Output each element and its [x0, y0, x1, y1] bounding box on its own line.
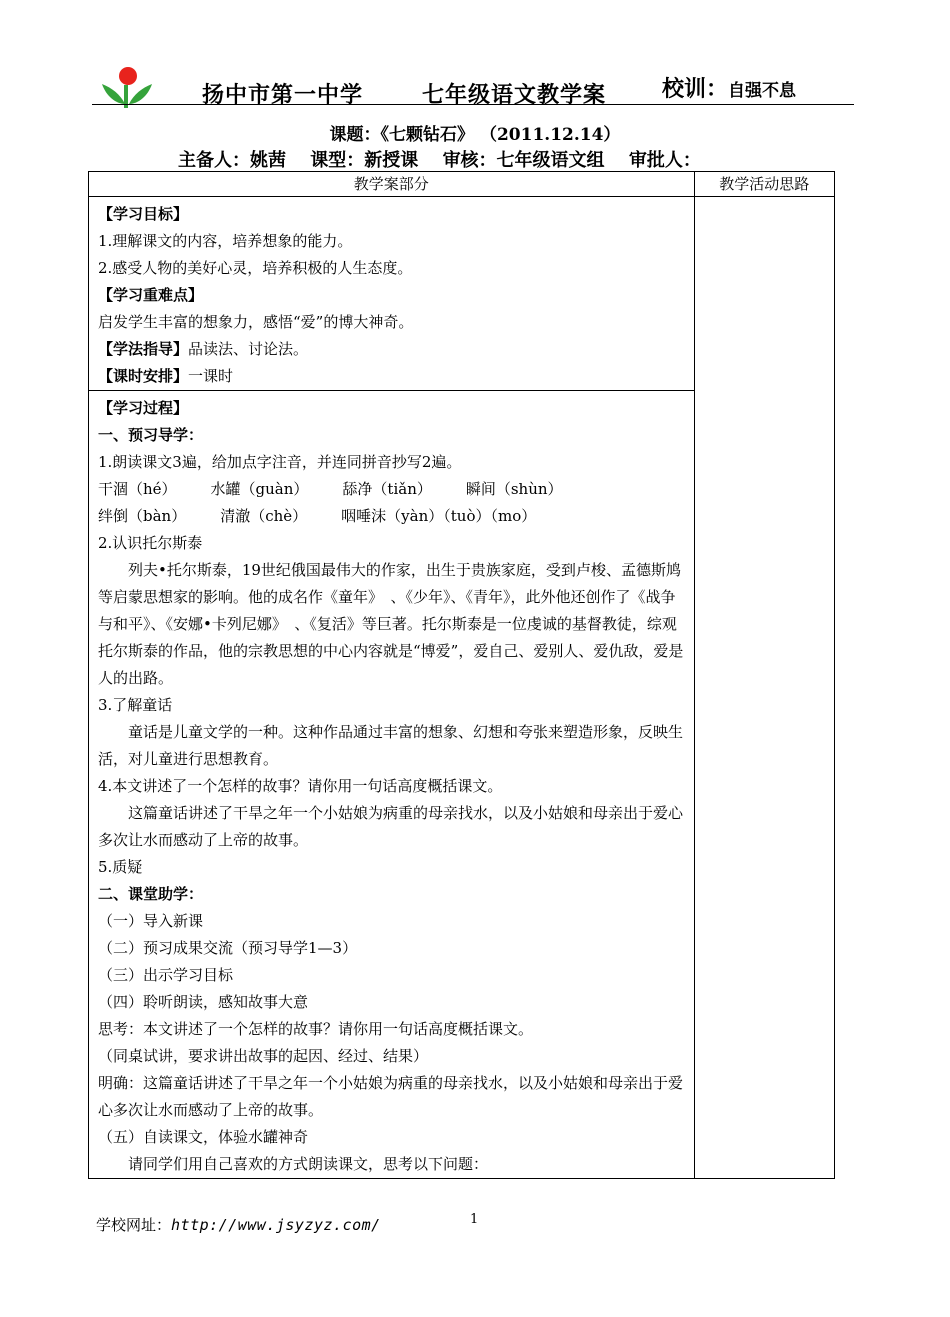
preview-item-2: 2.认识托尔斯泰: [98, 534, 203, 552]
objectives-heading: 【学习目标】: [98, 205, 189, 223]
key-points-heading: 【学习重难点】: [98, 286, 204, 304]
time-line: [98, 363, 686, 390]
key-points-text: 启发学生丰富的想象力，感悟“爱”的博大神奇。: [98, 313, 414, 331]
lesson-plan-table: [88, 171, 835, 1179]
school-motto: [662, 72, 796, 103]
lesson-meta: [178, 146, 719, 172]
vocab-row-2: [98, 503, 686, 530]
objective-2: 2.感受人物的美好心灵，培养积极的人生态度。: [98, 259, 413, 277]
vocab-word: 清澈（chè）: [220, 507, 308, 525]
preview-item-1: 1.朗读课文3遍，给加点字注音，并连同拼音抄写2遍。: [98, 453, 462, 471]
lesson-type: 课型：新授课: [310, 150, 419, 171]
step-1: （一）导入新课: [98, 912, 204, 930]
reviewer: 审核：七年级语文组: [442, 150, 605, 171]
preview-item-3: 3.了解童话: [98, 696, 173, 714]
vocab-word: 绊倒（bàn）: [98, 507, 187, 525]
motto-value: 自强不息: [728, 81, 797, 101]
method-label: 【学法指导】: [98, 340, 189, 358]
lesson-title: 课题：《七颗钻石》 （2011.12.14）: [329, 125, 621, 145]
document-type: 七年级语文教学案: [422, 82, 607, 108]
method-value: 品读法、讨论法。: [188, 340, 309, 358]
vocab-word: 瞬间（shùn）: [465, 480, 563, 498]
process-cell: [89, 391, 695, 1179]
classroom-heading: 二、课堂助学：: [98, 885, 204, 903]
header-divider: [92, 104, 854, 105]
step-3: （三）出示学习目标: [98, 966, 234, 984]
vocab-word: 水罐（guàn）: [210, 480, 309, 498]
method-line: [98, 336, 686, 363]
school-name: 扬中市第一中学: [202, 82, 364, 108]
fairytale-paragraph: 童话是儿童文学的一种。这种作品通过丰富的想象、幻想和夸张来塑造形象，反映生活，对儿童进行思想教育。: [98, 723, 684, 768]
left-column-header: 教学案部分: [89, 172, 695, 197]
approver: 审批人：: [628, 150, 701, 171]
pair-instruction: （同桌试讲，要求讲出故事的起因、经过、结果）: [98, 1047, 429, 1065]
page-footer: [96, 1214, 381, 1235]
vocab-row-1: [98, 476, 686, 503]
school-website-link[interactable]: http://www.jsyzyz.com/: [171, 1216, 381, 1234]
step-4: （四）聆听朗读，感知故事大意: [98, 993, 309, 1011]
answer-paragraph: 明确：这篇童话讲述了干旱之年一个小姑娘为病重的母亲找水，以及小姑娘和母亲出于爱心多次让水而感动了上帝的故事。: [98, 1074, 684, 1119]
objectives-cell: [89, 197, 695, 391]
page-number: 1: [470, 1212, 479, 1227]
page-header: [92, 60, 854, 110]
vocab-word: 干涸（hé）: [98, 480, 177, 498]
process-heading: 【学习过程】: [98, 399, 189, 417]
step-5-text: 请同学们用自己喜欢的方式朗读课文，思考以下问题：: [128, 1155, 489, 1173]
time-label: 【课时安排】: [98, 367, 189, 385]
summary-paragraph: 这篇童话讲述了干旱之年一个小姑娘为病重的母亲找水，以及小姑娘和母亲出于爱心多次让水而感动了上帝的故事。: [98, 804, 684, 849]
preview-item-5: 5.质疑: [98, 858, 143, 876]
step-5: （五）自读课文，体验水罐神奇: [98, 1128, 309, 1146]
think-question: 思考：本文讲述了一个怎样的故事？请你用一句话高度概括课文。: [98, 1020, 534, 1038]
time-value: 一课时: [188, 367, 234, 385]
step-2: （二）预习成果交流（预习导学1—3）: [98, 939, 358, 957]
activity-notes-cell: [694, 197, 834, 1179]
right-column-header: 教学活动思路: [694, 172, 834, 197]
preparer: 主备人：姚茜: [178, 150, 286, 171]
vocab-word: 咽唾沫（yàn）（tuò）（mo）: [341, 507, 537, 525]
preview-item-4: 4.本文讲述了一个怎样的故事？请你用一句话高度概括课文。: [98, 777, 503, 795]
objective-1: 1.理解课文的内容，培养想象的能力。: [98, 232, 353, 250]
vocab-word: 舔净（tiǎn）: [342, 480, 432, 498]
footer-label: 学校网址：: [96, 1216, 172, 1234]
tolstoy-paragraph: 列夫•托尔斯泰，19世纪俄国最伟大的作家，出生于贵族家庭，受到卢梭、孟德斯鸠等启蒙思想家的影响。他的成名作《童年》 、《少年》、《青年》，此外他还创作了《战争与和平》、《安娜•卡列尼娜》 、《复活》等巨著。托尔斯泰是一位虔诚的基督教徒，综观托尔斯泰的作品，他的宗教思想的中心内容就是“博爱”，爱自己、爱别人、爱仇敌，爱是人的出路。: [98, 561, 684, 687]
motto-label: 校训：: [662, 76, 729, 102]
preview-heading: 一、预习导学：: [98, 426, 204, 444]
